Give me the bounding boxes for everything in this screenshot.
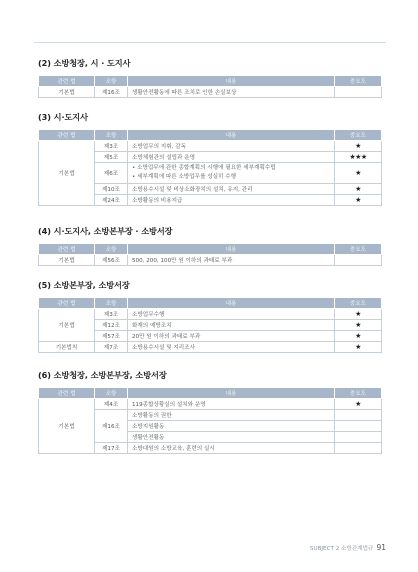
- content-cell: 소방활동의 권한: [128, 410, 335, 421]
- importance-cell: ★: [335, 195, 382, 206]
- importance-cell: ★: [335, 309, 382, 320]
- table-row: [39, 87, 382, 98]
- importance-cell: [335, 410, 382, 421]
- importance-cell: ★★★: [335, 152, 382, 163]
- table-row: [39, 399, 382, 410]
- clause-cell: 제4조: [95, 399, 128, 410]
- content-cell: 생활안전활동: [128, 432, 335, 443]
- content-cell: 소방대원의 소방교육, 훈련의 실시: [128, 443, 335, 454]
- header-content: 내용: [128, 244, 335, 255]
- content-line: • 소방업무에 관한 종합계획의 시행에 필요한 세부계획수립: [132, 165, 276, 171]
- header-content: 내용: [128, 298, 335, 309]
- header-clause: 조항: [95, 388, 128, 399]
- importance-cell: ★: [335, 399, 382, 410]
- law-table: [38, 387, 382, 454]
- clause-cell: 제24조: [95, 195, 128, 206]
- content-cell: 소방체험관의 설립과 운영: [128, 152, 335, 163]
- importance-cell: ★: [335, 331, 382, 342]
- header-importance: 중요도: [335, 130, 382, 141]
- law-table: [38, 243, 382, 266]
- content-cell: 소방업무수행: [128, 309, 335, 320]
- importance-cell: ★: [335, 141, 382, 152]
- section-2: [38, 58, 382, 98]
- law-cell: 기본법: [39, 87, 95, 98]
- header-clause: 조항: [95, 244, 128, 255]
- law-table: [38, 75, 382, 98]
- content-cell: 소방용수시설 및 지리조사: [128, 342, 335, 353]
- clause-cell: 제10조: [95, 184, 128, 195]
- content-cell: 소방활동의 비용지급: [128, 195, 335, 206]
- table-row: [39, 255, 382, 266]
- clause-cell: 제3조: [95, 309, 128, 320]
- importance-cell: [335, 421, 382, 432]
- table-header-row: [39, 76, 382, 87]
- law-cell: 기본법: [39, 141, 95, 206]
- section-title: (5) 소방본부장, 소방서장: [38, 280, 130, 290]
- clause-cell: 제16조: [95, 410, 128, 443]
- header-content: 내용: [128, 130, 335, 141]
- header-content: 내용: [128, 76, 335, 87]
- importance-cell: ★: [335, 342, 382, 353]
- importance-cell: ★: [335, 163, 382, 184]
- content-line: • 세부계획에 따른 소방업무를 성실히 수행: [132, 174, 237, 180]
- content-cell: 119종합상황실의 설치와 운영: [128, 399, 335, 410]
- clause-cell: 제16조: [95, 87, 128, 98]
- page-footer: [310, 543, 386, 552]
- clause-cell: 제3조: [95, 141, 128, 152]
- law-table: [38, 297, 382, 353]
- table-row: [39, 309, 382, 320]
- table-row: [39, 342, 382, 353]
- content-cell: 500, 200, 100만 원 이하의 과태료 부과: [128, 255, 335, 266]
- content-cell: 생활안전활동에 따른 조치로 인한 손실보상: [128, 87, 335, 98]
- header-law: 관련 법: [39, 244, 95, 255]
- table-header-row: [39, 298, 382, 309]
- clause-cell: 제7조: [95, 342, 128, 353]
- section-title: (4) 시·도지사, 소방본부장 · 소방서장: [38, 226, 173, 236]
- law-cell: 기본법칙: [39, 342, 95, 353]
- importance-cell: [335, 255, 382, 266]
- header-content: 내용: [128, 388, 335, 399]
- importance-cell: ★: [335, 320, 382, 331]
- importance-cell: ★: [335, 184, 382, 195]
- clause-cell: 제6조: [95, 163, 128, 184]
- header-law: 관련 법: [39, 130, 95, 141]
- content-cell: [128, 163, 335, 184]
- law-table: [38, 129, 382, 206]
- section-title: (3) 시·도지사: [38, 112, 88, 122]
- header-importance: 중요도: [335, 388, 382, 399]
- section-title: (2) 소방청장, 시 · 도지사: [38, 58, 131, 68]
- clause-cell: 제57조: [95, 331, 128, 342]
- law-cell: 기본법: [39, 399, 95, 454]
- header-importance: 중요도: [335, 76, 382, 87]
- content-cell: 소방지원활동: [128, 421, 335, 432]
- top-divider: [34, 42, 386, 43]
- importance-cell: [335, 443, 382, 454]
- section-6: [38, 370, 382, 454]
- table-header-row: [39, 244, 382, 255]
- header-law: 관련 법: [39, 388, 95, 399]
- clause-cell: 제5조: [95, 152, 128, 163]
- content-cell: 소방업무의 지휘, 감독: [128, 141, 335, 152]
- header-importance: 중요도: [335, 244, 382, 255]
- section-5: [38, 280, 382, 353]
- page-number: 91: [376, 543, 386, 552]
- header-clause: 조항: [95, 298, 128, 309]
- section-4: [38, 226, 382, 266]
- header-importance: 중요도: [335, 298, 382, 309]
- clause-cell: 제17조: [95, 443, 128, 454]
- table-header-row: [39, 388, 382, 399]
- law-cell: 기본법: [39, 309, 95, 342]
- importance-cell: [335, 87, 382, 98]
- content-cell: 20만 원 이하의 과태료 부과: [128, 331, 335, 342]
- section-title: (6) 소방청장, 소방본부장, 소방서장: [38, 370, 167, 380]
- clause-cell: 제56조: [95, 255, 128, 266]
- table-row: [39, 141, 382, 152]
- header-clause: 조항: [95, 130, 128, 141]
- section-3: [38, 112, 382, 206]
- importance-cell: [335, 432, 382, 443]
- table-header-row: [39, 130, 382, 141]
- law-cell: 기본법: [39, 255, 95, 266]
- header-clause: 조항: [95, 76, 128, 87]
- content-cell: 소방용수시설 및 비상소화장치의 설치, 유지, 관리: [128, 184, 335, 195]
- subject-label: SUBJECT 2 소방관계법규: [309, 546, 374, 552]
- clause-cell: 제12조: [95, 320, 128, 331]
- header-law: 관련 법: [39, 76, 95, 87]
- header-law: 관련 법: [39, 298, 95, 309]
- content-cell: 화재의 예방조치: [128, 320, 335, 331]
